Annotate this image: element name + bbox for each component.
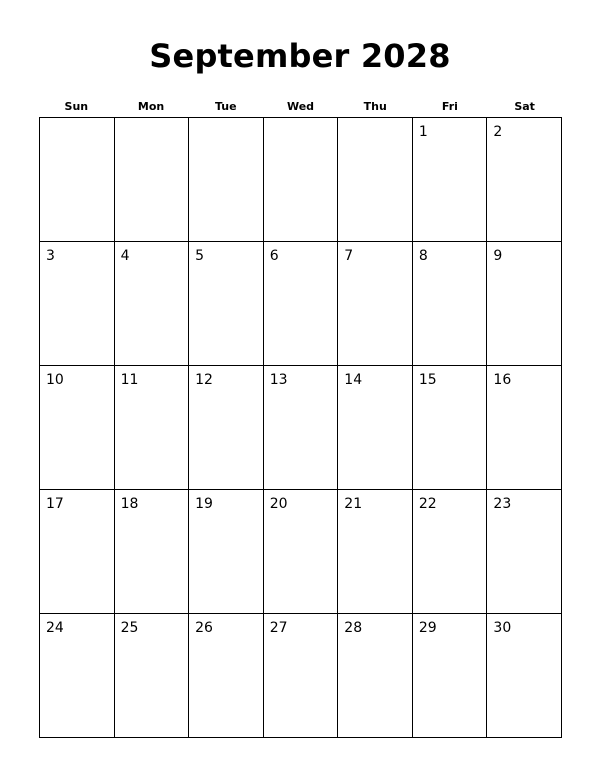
day-cell bbox=[264, 490, 339, 614]
day-cell bbox=[338, 490, 413, 614]
day-cell bbox=[115, 242, 190, 366]
day-cell bbox=[338, 366, 413, 490]
day-cell bbox=[413, 118, 488, 242]
day-number: 8 bbox=[418, 248, 428, 264]
day-number: 10 bbox=[46, 372, 64, 388]
day-cell bbox=[338, 118, 413, 242]
weekday-label-tue: Tue bbox=[214, 100, 237, 113]
day-cell bbox=[338, 614, 413, 738]
day-cell bbox=[264, 242, 339, 366]
day-cell bbox=[40, 614, 115, 738]
weekday-label-mon: Mon bbox=[137, 100, 165, 113]
day-cell bbox=[264, 118, 339, 242]
day-cell bbox=[413, 614, 488, 738]
day-cell bbox=[413, 366, 488, 490]
day-cell bbox=[115, 490, 190, 614]
day-number: 27 bbox=[269, 620, 288, 636]
day-number: 5 bbox=[195, 248, 205, 264]
day-number: 29 bbox=[418, 620, 437, 636]
weekday-label-thu: Thu bbox=[363, 100, 387, 113]
day-cell bbox=[189, 366, 264, 490]
day-number: 25 bbox=[120, 620, 139, 636]
weekday-label-sat: Sat bbox=[514, 100, 535, 113]
day-cell bbox=[115, 118, 190, 242]
day-cell bbox=[487, 490, 562, 614]
day-number: 21 bbox=[344, 496, 363, 512]
day-number: 4 bbox=[120, 248, 130, 264]
day-cell bbox=[487, 242, 562, 366]
day-number: 23 bbox=[493, 496, 512, 512]
day-cell bbox=[487, 614, 562, 738]
weekday-header-row bbox=[39, 99, 562, 115]
day-number: 20 bbox=[269, 496, 288, 512]
day-number: 1 bbox=[418, 124, 428, 140]
day-cell bbox=[189, 490, 264, 614]
day-cell bbox=[40, 366, 115, 490]
weekday-label-fri: Fri bbox=[441, 100, 458, 113]
day-cell bbox=[413, 242, 488, 366]
calendar-grid bbox=[39, 117, 562, 738]
day-cell bbox=[264, 614, 339, 738]
day-number: 18 bbox=[120, 496, 139, 512]
day-cell bbox=[413, 490, 488, 614]
day-cell bbox=[189, 614, 264, 738]
day-cell bbox=[40, 242, 115, 366]
day-number: 3 bbox=[46, 248, 55, 264]
day-number: 9 bbox=[493, 248, 503, 264]
calendar-title: September 2028 bbox=[149, 37, 451, 75]
day-cell bbox=[189, 118, 264, 242]
day-number: 13 bbox=[269, 372, 288, 388]
day-number: 11 bbox=[120, 372, 139, 388]
day-number: 7 bbox=[344, 248, 354, 264]
day-cell bbox=[338, 242, 413, 366]
weekday-label-wed: Wed bbox=[286, 100, 315, 113]
day-cell bbox=[487, 118, 562, 242]
day-number: 15 bbox=[418, 372, 437, 388]
day-cell bbox=[40, 490, 115, 614]
day-number: 2 bbox=[493, 124, 503, 140]
day-number: 6 bbox=[269, 248, 279, 264]
day-number: 30 bbox=[493, 620, 512, 636]
weekday-label-sun: Sun bbox=[64, 100, 89, 113]
day-cell bbox=[487, 366, 562, 490]
day-cell bbox=[264, 366, 339, 490]
day-cell bbox=[115, 366, 190, 490]
day-number: 28 bbox=[344, 620, 363, 636]
day-number: 26 bbox=[195, 620, 213, 636]
day-number: 19 bbox=[195, 496, 213, 512]
day-cell bbox=[189, 242, 264, 366]
day-number: 12 bbox=[195, 372, 213, 388]
day-number: 16 bbox=[493, 372, 512, 388]
day-cell bbox=[115, 614, 190, 738]
day-number: 22 bbox=[418, 496, 437, 512]
day-number: 24 bbox=[46, 620, 64, 636]
day-cell bbox=[40, 118, 115, 242]
day-number: 17 bbox=[46, 496, 64, 512]
day-number: 14 bbox=[344, 372, 363, 388]
